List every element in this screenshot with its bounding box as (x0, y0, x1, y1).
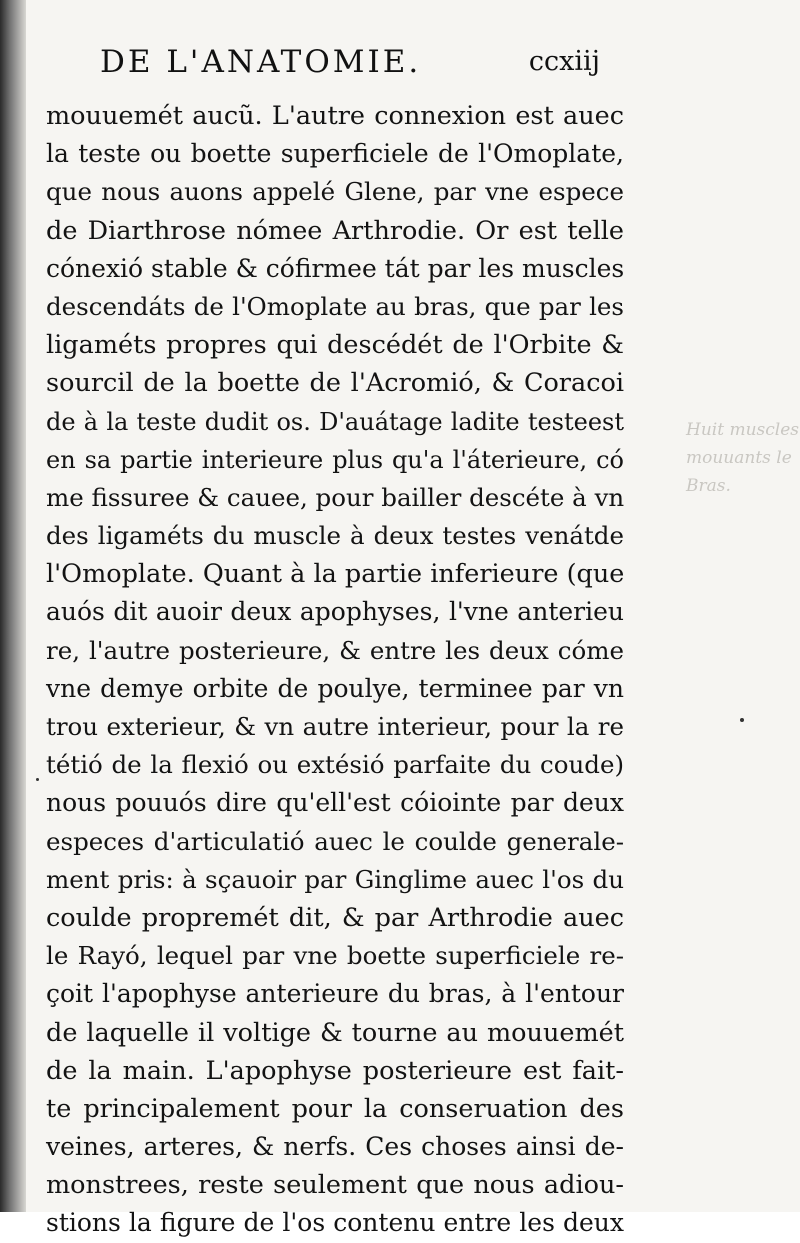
marginal-note-line: Bras. (686, 476, 731, 496)
page-gutter-shadow (0, 0, 26, 1212)
text-line: en sa partie interieure plus qu'a l'áterieure, có (46, 445, 624, 474)
text-line: çoit l'apophyse anterieure du bras, à l'entour (46, 979, 624, 1009)
text-line: ment pris: à sçauoir par Ginglime auec l'os du (46, 864, 624, 894)
text-line: que nous auons appelé Glene, par vne espece (46, 177, 624, 207)
folio-number: ccxiij (528, 46, 600, 77)
text-line: tétió de la flexió ou extésió parfaite du coude) (46, 750, 624, 780)
text-line: nous pouuós dire qu'ell'est cóiointe par deux (46, 788, 624, 818)
text-line: coulde propremét dit, & par Arthrodie auec (46, 902, 624, 933)
text-line: especes d'articulatió auec le coulde generale- (46, 826, 624, 856)
marginal-note-line: Huit muscles (686, 420, 799, 440)
text-line: trou exterieur, & vn autre interieur, pour la re (46, 712, 624, 741)
text-line: auós dit auoir deux apophyses, l'vne anterieu (46, 597, 624, 627)
text-line: descendáts de l'Omoplate au bras, que par les (46, 291, 624, 321)
text-line: monstrees, reste seulement que nous adiou- (46, 1170, 624, 1201)
text-line: le Rayó, lequel par vne boette superficiele re- (46, 941, 624, 971)
text-line: de la main. L'apophyse posterieure est fait- (46, 1055, 624, 1086)
marginal-note-show-through (686, 416, 799, 500)
text-line: ligaméts propres qui descédét de l'Orbite & (46, 330, 624, 361)
body-text (46, 97, 624, 1243)
text-line: des ligaméts du muscle à deux testes venátde (46, 521, 624, 551)
text-line: la teste ou boette superficiele de l'Omoplate, (46, 139, 624, 169)
running-head (100, 38, 600, 88)
text-line: stions la figure de l'os contenu entre les deux (46, 1208, 624, 1238)
running-title: DE L'ANATOMIE. (100, 44, 422, 80)
text-line: cónexió stable & cófirmee tát par les muscles (46, 253, 625, 283)
text-line: l'Omoplate. Quant à la partie inferieure (que (46, 559, 625, 590)
text-line: veines, arteres, & nerfs. Ces choses ainsi de- (46, 1132, 624, 1162)
ink-speck (36, 778, 39, 781)
text-line: de à la teste dudit os. D'auátage ladite testeest (46, 407, 624, 436)
text-line: te principalement pour la conseruation des (46, 1093, 624, 1124)
text-line: de laquelle il voltige & tourne au mouuemét (46, 1017, 624, 1048)
text-line: re, l'autre posterieure, & entre les deux cóme (46, 635, 624, 665)
text-line: sourcil de la boette de l'Acromió, & Coracoi (46, 368, 624, 399)
text-line: me fissuree & cauee, pour bailler descéte à vn (46, 482, 625, 512)
marginal-note-line: mouuants le (686, 448, 792, 468)
text-line: vne demye orbite de poulye, terminee par vn (46, 673, 624, 703)
ink-speck (740, 718, 744, 722)
text-line: de Diarthrose nómee Arthrodie. Or est telle (46, 215, 624, 246)
text-line: mouuemét aucũ. L'autre connexion est auec (46, 101, 624, 131)
